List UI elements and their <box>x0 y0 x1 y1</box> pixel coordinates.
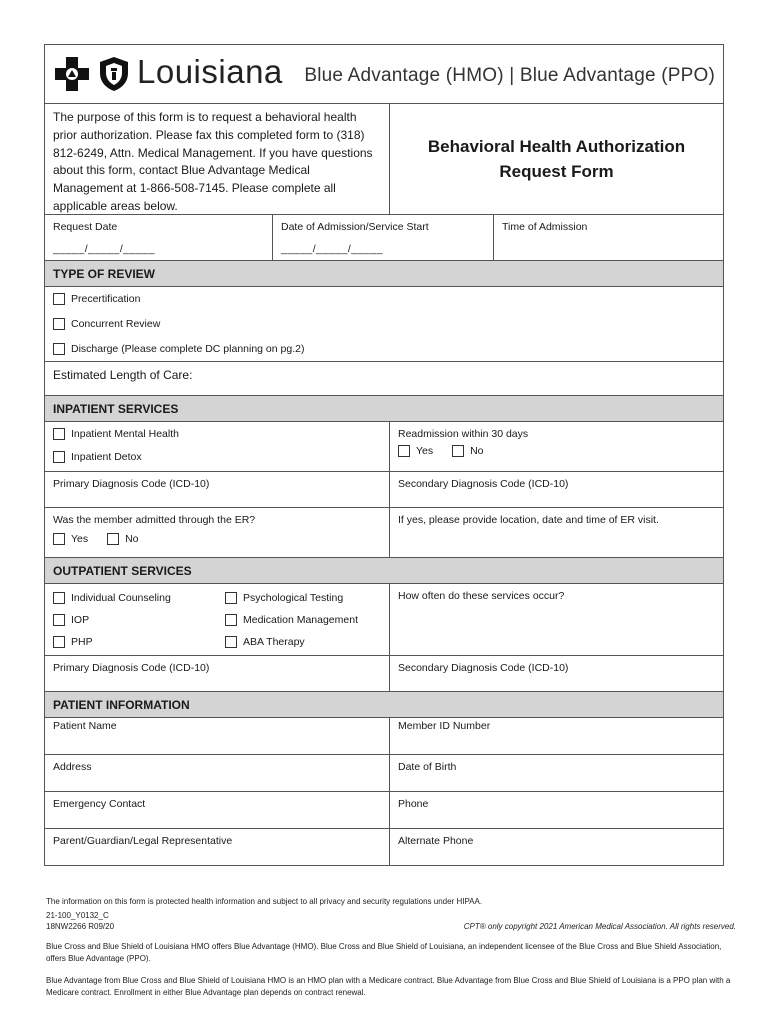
form-code-1: 21-100_Y0132_C <box>46 911 109 920</box>
option-label: IOP <box>71 613 90 626</box>
length-of-care-field[interactable]: Estimated Length of Care: <box>53 368 193 382</box>
option-label: Yes <box>416 445 434 457</box>
option-label: Individual Counseling <box>71 591 171 604</box>
checkbox[interactable] <box>53 293 65 305</box>
outpatient-diagnosis-row <box>45 656 723 692</box>
checkbox[interactable] <box>53 636 65 648</box>
inpatient-mental-health-option[interactable] <box>53 428 179 440</box>
section-inpatient: INPATIENT SERVICES <box>45 396 723 422</box>
request-date-blank: _____/_____/_____ <box>53 243 155 255</box>
option-label: No <box>125 533 139 545</box>
readmission-yes-option[interactable] <box>398 445 433 457</box>
outpatient-row <box>45 584 723 656</box>
length-of-care-row <box>45 362 723 396</box>
product-names: Blue Advantage (HMO) | Blue Advantage (PPO) <box>304 65 715 86</box>
option-label: Psychological Testing <box>243 591 344 604</box>
inpatient-options <box>45 422 390 471</box>
aba-therapy-option[interactable] <box>225 634 381 649</box>
alternate-phone-field[interactable]: Alternate Phone <box>398 835 474 847</box>
brand-name: Louisiana <box>137 53 283 90</box>
emergency-contact-field[interactable]: Emergency Contact <box>45 792 390 828</box>
option-label: Precertification <box>71 293 141 305</box>
admission-time-field[interactable] <box>494 215 723 260</box>
cpt-copyright: CPT® only copyright 2021 American Medical Association. All rights reserved. <box>463 922 736 931</box>
php-option[interactable] <box>53 634 225 649</box>
option-label: Inpatient Detox <box>71 451 142 463</box>
guardian-field[interactable]: Parent/Guardian/Legal Representative <box>45 829 390 865</box>
er-no-option[interactable] <box>107 533 138 545</box>
inpatient-detox-option[interactable] <box>53 451 142 463</box>
inpatient-primary-diagnosis-field[interactable]: Primary Diagnosis Code (ICD-10) <box>45 472 390 507</box>
service-frequency-field[interactable]: How often do these services occur? <box>398 590 565 602</box>
outpatient-secondary-diagnosis-field[interactable]: Secondary Diagnosis Code (ICD-10) <box>398 662 569 674</box>
readmission-label: Readmission within 30 days <box>398 428 529 440</box>
checkbox[interactable] <box>53 533 65 545</box>
inpatient-diagnosis-row <box>45 472 723 508</box>
option-label: Concurrent Review <box>71 318 161 330</box>
er-question-label: Was the member admitted through the ER? <box>53 514 256 526</box>
footer-paragraph-1: Blue Cross and Blue Shield of Louisiana HMO offers Blue Advantage (HMO). Blue Cross and Blue Shield of Louisiana, an independent licensee of the Blue Cross and Blue Shield Association, offers Blue Advantage (PPO). <box>46 942 722 963</box>
er-question-field <box>45 508 390 557</box>
checkbox[interactable] <box>53 451 65 463</box>
intro-instructions: The purpose of this form is to request a behavioral health prior authorization. Please fax this completed form to (318) 812-6249, Attn. Medical Management. If you have questions about this form, contact Blue Advantage Medical Management at 1-866-508-7145. Please complete all applicable areas below. <box>45 104 390 214</box>
inpatient-secondary-diagnosis-field[interactable]: Secondary Diagnosis Code (ICD-10) <box>398 478 569 490</box>
patient-row-1 <box>45 718 723 755</box>
concurrent-review-option[interactable] <box>53 318 160 330</box>
review-options <box>45 287 723 362</box>
option-label: No <box>470 445 484 457</box>
dates-row <box>45 215 723 261</box>
footer-codes <box>46 911 736 931</box>
checkbox[interactable] <box>53 614 65 626</box>
precertification-option[interactable] <box>53 293 140 305</box>
form-title <box>390 104 723 214</box>
option-label: Inpatient Mental Health <box>71 428 179 440</box>
outpatient-primary-diagnosis-field[interactable]: Primary Diagnosis Code (ICD-10) <box>45 656 390 691</box>
checkbox[interactable] <box>53 428 65 440</box>
date-of-birth-field[interactable]: Date of Birth <box>398 761 457 773</box>
er-row <box>45 508 723 558</box>
section-patient-information: PATIENT INFORMATION <box>45 692 723 718</box>
admission-date-blank: _____/_____/_____ <box>281 243 383 255</box>
discharge-option[interactable] <box>53 343 304 355</box>
checkbox[interactable] <box>398 445 410 457</box>
patient-name-field[interactable]: Patient Name <box>45 718 390 754</box>
phone-field[interactable]: Phone <box>398 798 429 810</box>
form-title-line2: Request Form <box>499 162 614 181</box>
er-details-field[interactable]: If yes, please provide location, date and time of ER visit. <box>398 514 659 526</box>
outpatient-options <box>45 584 390 655</box>
readmission-field <box>390 422 723 471</box>
option-label: ABA Therapy <box>243 635 305 648</box>
patient-row-4 <box>45 829 723 865</box>
option-label: Discharge (Please complete DC planning on pg.2) <box>71 343 305 355</box>
footer-paragraph-2: Blue Advantage from Blue Cross and Blue Shield of Louisiana HMO is an HMO plan with a Medicare contract. Blue Advantage from Blue Cross and Blue Shield of Louisiana is a PPO plan with a Medicare contract. Enrollment in either Blue Advantage plan depends on contract renewal. <box>46 976 731 997</box>
request-date-field[interactable] <box>45 215 273 260</box>
iop-option[interactable] <box>53 612 225 627</box>
request-date-label: Request Date <box>53 221 118 233</box>
readmission-no-option[interactable] <box>452 445 483 457</box>
authorization-form <box>44 44 724 866</box>
admission-time-label: Time of Admission <box>502 221 588 233</box>
section-type-of-review: TYPE OF REVIEW <box>45 261 723 287</box>
checkbox[interactable] <box>225 614 237 626</box>
member-id-field[interactable]: Member ID Number <box>398 720 491 732</box>
medication-management-option[interactable] <box>225 612 381 627</box>
checkbox[interactable] <box>225 592 237 604</box>
address-field[interactable]: Address <box>45 755 390 791</box>
form-header <box>45 45 723 104</box>
checkbox[interactable] <box>452 445 464 457</box>
inpatient-row <box>45 422 723 472</box>
option-label: Medication Management <box>243 613 358 626</box>
admission-date-label: Date of Admission/Service Start <box>281 221 429 233</box>
option-label: PHP <box>71 635 93 648</box>
logo <box>53 55 131 93</box>
psychological-testing-option[interactable] <box>225 590 381 605</box>
patient-row-2 <box>45 755 723 792</box>
intro-section <box>45 104 723 215</box>
blue-shield-icon <box>97 55 131 93</box>
checkbox[interactable] <box>107 533 119 545</box>
checkbox[interactable] <box>225 636 237 648</box>
checkbox[interactable] <box>53 318 65 330</box>
form-title-line1: Behavioral Health Authorization <box>427 137 686 156</box>
individual-counseling-option[interactable] <box>53 590 225 605</box>
er-yes-option[interactable] <box>53 533 88 545</box>
patient-row-3 <box>45 792 723 829</box>
form-code-2: 18NW2266 R09/20 <box>46 922 115 931</box>
option-label: Yes <box>71 533 89 545</box>
checkbox[interactable] <box>53 343 65 355</box>
blue-cross-icon <box>53 55 91 93</box>
checkbox[interactable] <box>53 592 65 604</box>
admission-date-field[interactable] <box>273 215 494 260</box>
hipaa-notice: The information on this form is protected health information and subject to all privacy and security regulations under HIPAA. <box>46 897 483 906</box>
section-outpatient: OUTPATIENT SERVICES <box>45 558 723 584</box>
